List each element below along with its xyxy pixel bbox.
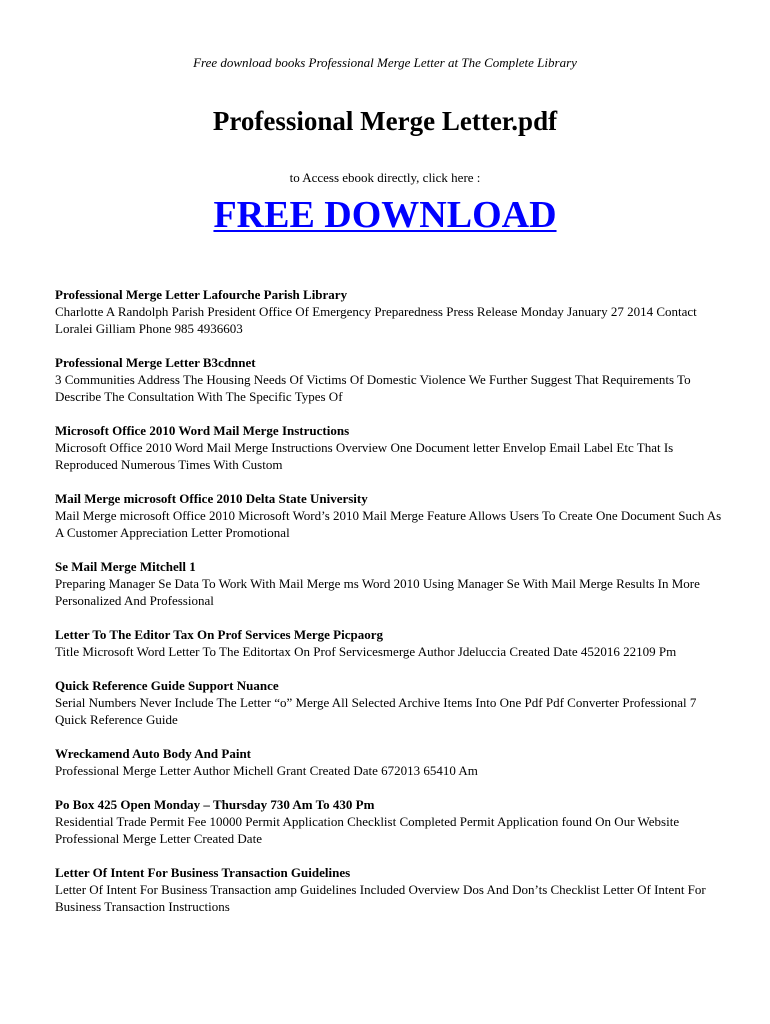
- entry-description: Professional Merge Letter Author Michell Grant Created Date 672013 65410 Am: [55, 763, 478, 778]
- header-tagline: Free download books Professional Merge Letter at The Complete Library: [193, 55, 577, 70]
- list-item: [55, 354, 725, 405]
- list-item: [55, 490, 725, 541]
- entry-title: Po Box 425 Open Monday – Thursday 730 Am To 430 Pm: [55, 797, 375, 812]
- list-item: [55, 422, 725, 473]
- entry-description: Serial Numbers Never Include The Letter “o” Merge All Selected Archive Items Into One Pdf Pdf Converter Professional 7 Quick Reference Guide: [55, 695, 697, 727]
- entry-title: Mail Merge microsoft Office 2010 Delta State University: [55, 491, 368, 506]
- list-item: [55, 677, 725, 728]
- entry-title: Microsoft Office 2010 Word Mail Merge Instructions: [55, 423, 350, 438]
- list-item: [55, 558, 725, 609]
- free-download-link[interactable]: FREE DOWNLOAD: [213, 194, 557, 236]
- entry-list: [55, 286, 725, 932]
- entry-title: Letter Of Intent For Business Transaction Guidelines: [55, 865, 351, 880]
- entry-description: Microsoft Office 2010 Word Mail Merge Instructions Overview One Document letter Envelop Email Label Etc That Is Reproduced Numerous Times With Custom: [55, 440, 674, 472]
- entry-description: Mail Merge microsoft Office 2010 Microsoft Word’s 2010 Mail Merge Feature Allows Users To Create One Document Such As A Customer Appreciation Letter Promotional: [55, 508, 722, 540]
- list-item: [55, 745, 725, 779]
- entry-title: Professional Merge Letter B3cdnnet: [55, 355, 256, 370]
- entry-description: Residential Trade Permit Fee 10000 Permit Application Checklist Completed Permit Application found On Our Website Professional Merge Letter Created Date: [55, 814, 680, 846]
- free-download-container: [0, 192, 770, 238]
- entry-description: Title Microsoft Word Letter To The Editortax On Prof Servicesmerge Author Jdeluccia Created Date 452016 22109 Pm: [55, 644, 677, 659]
- entry-title: Letter To The Editor Tax On Prof Services Merge Picpaorg: [55, 627, 383, 642]
- entry-description: Letter Of Intent For Business Transaction amp Guidelines Included Overview Dos And Don’ts Checklist Letter Of Intent For Business Transaction Instructions: [55, 882, 706, 914]
- entry-title: Wreckamend Auto Body And Paint: [55, 746, 252, 761]
- list-item: [55, 796, 725, 847]
- entry-description: 3 Communities Address The Housing Needs Of Victims Of Domestic Violence We Further Suggest That Requirements To Describe The Consultation With The Specific Types Of: [55, 372, 691, 404]
- entry-description: Charlotte A Randolph Parish President Office Of Emergency Preparedness Press Release Monday January 27 2014 Contact Loralei Gilliam Phone 985 4936603: [55, 304, 697, 336]
- list-item: [55, 626, 725, 660]
- entry-title: Professional Merge Letter Lafourche Parish Library: [55, 287, 348, 302]
- list-item: [55, 864, 725, 915]
- entry-title: Se Mail Merge Mitchell 1: [55, 559, 196, 574]
- list-item: [55, 286, 725, 337]
- entry-title: Quick Reference Guide Support Nuance: [55, 678, 279, 693]
- access-instruction: to Access ebook directly, click here :: [289, 170, 481, 185]
- document-title: Professional Merge Letter.pdf: [212, 106, 558, 136]
- entry-description: Preparing Manager Se Data To Work With Mail Merge ms Word 2010 Using Manager Se With Mail Merge Results In More Personalized And Professional: [55, 576, 700, 608]
